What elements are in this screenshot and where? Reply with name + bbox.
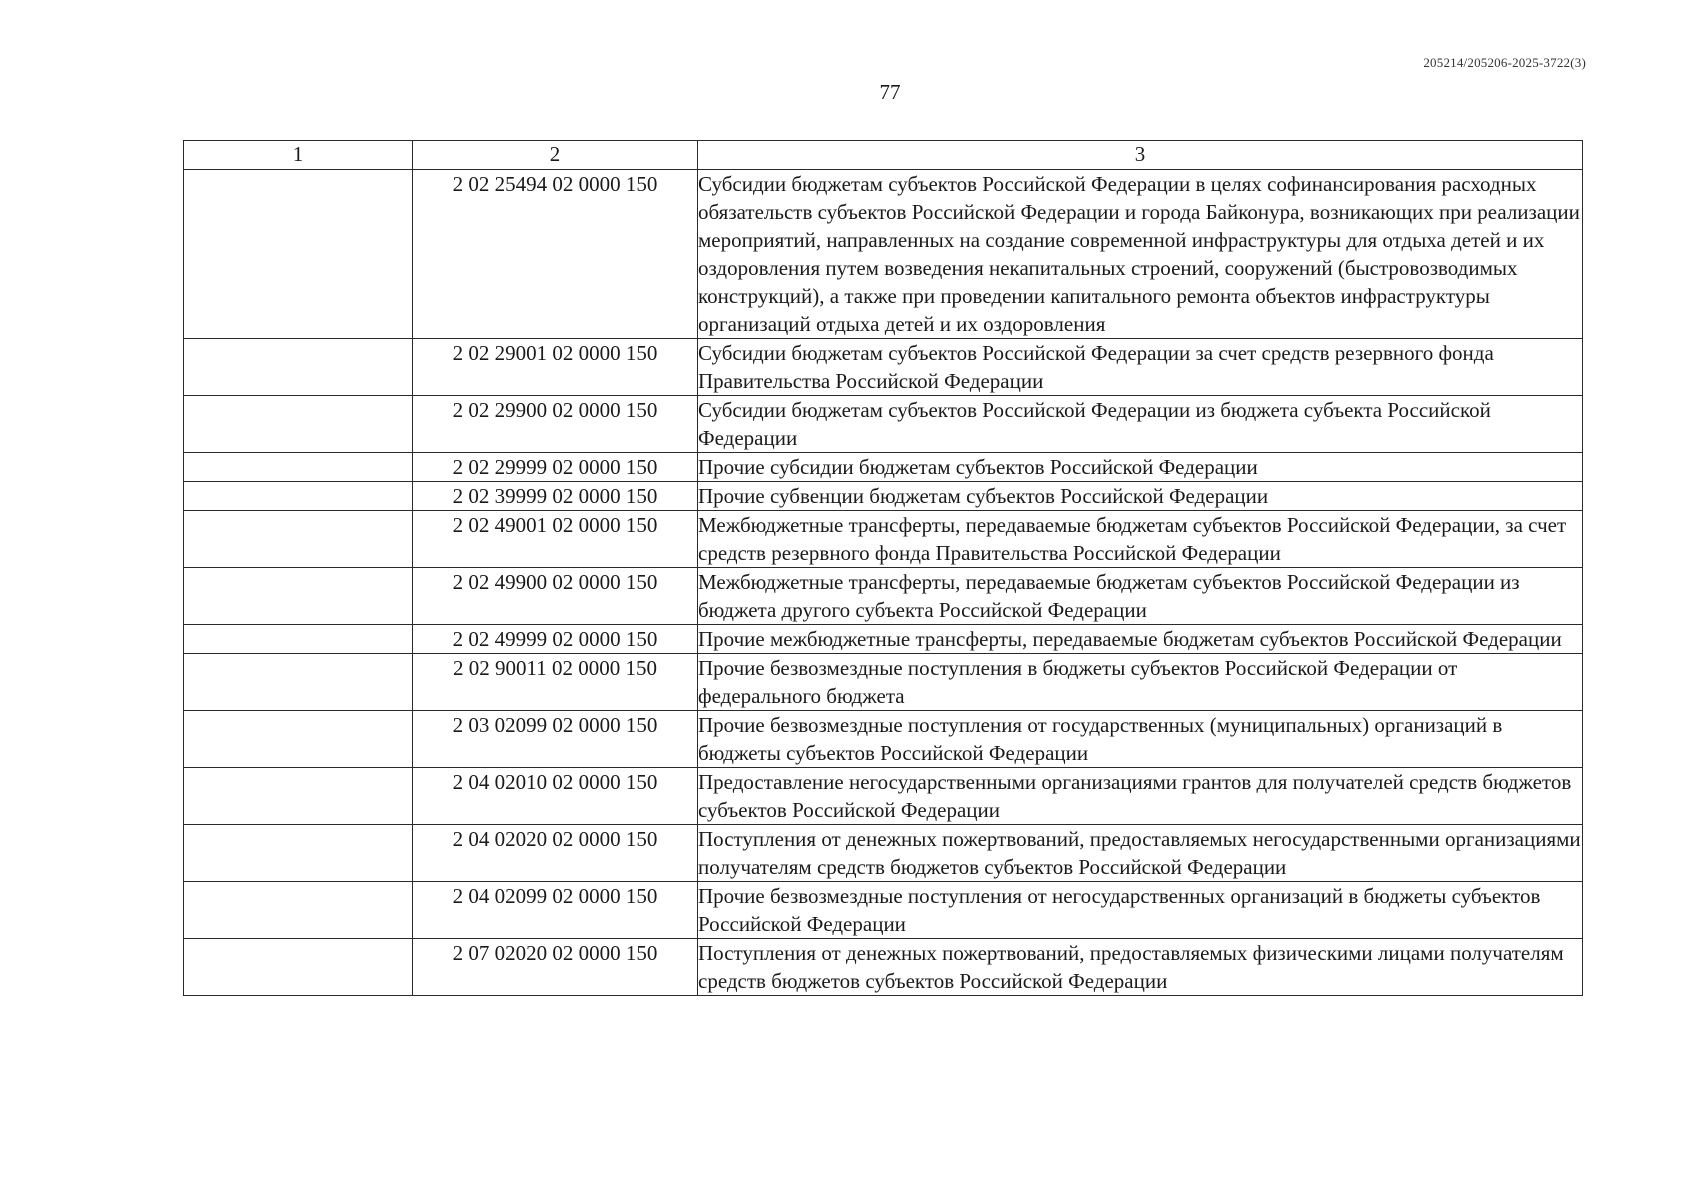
budget-code-cell: 2 04 02010 02 0000 150 — [413, 768, 698, 825]
budget-code-cell: 2 02 29900 02 0000 150 — [413, 396, 698, 453]
budget-code-cell: 2 02 90011 02 0000 150 — [413, 654, 698, 711]
budget-codes-table — [183, 140, 1583, 996]
table-row — [184, 396, 1583, 453]
column-header-1: 1 — [184, 141, 413, 170]
budget-code-cell: 2 02 29999 02 0000 150 — [413, 453, 698, 482]
budget-code-cell: 2 02 49999 02 0000 150 — [413, 625, 698, 654]
table-row — [184, 170, 1583, 339]
table-row — [184, 453, 1583, 482]
document-id: 205214/205206-2025-3722(3) — [1423, 55, 1586, 70]
row-column-1-cell — [184, 170, 413, 339]
row-column-1-cell — [184, 825, 413, 882]
table-row — [184, 825, 1583, 882]
budget-code-cell: 2 02 29001 02 0000 150 — [413, 339, 698, 396]
income-description-cell: Субсидии бюджетам субъектов Российской Федерации в целях софинансирования расходных обязательств субъектов Российской Федерации и города Байконура, возникающих при реализации мероприятий, направленных на создание современной инфраструктуры для отдыха детей и их оздоровления путем возведения некапитальных строений, сооружений (быстровозводимых конструкций), а также при проведении капитального ремонта объектов инфраструктуры организаций отдыха детей и их оздоровления — [698, 170, 1583, 339]
row-column-1-cell — [184, 568, 413, 625]
income-description-cell: Прочие безвозмездные поступления от государственных (муниципальных) организаций в бюджеты субъектов Российской Федерации — [698, 711, 1583, 768]
income-description-cell: Предоставление негосударственными организациями грантов для получателей средств бюджетов субъектов Российской Федерации — [698, 768, 1583, 825]
budget-code-cell: 2 02 49001 02 0000 150 — [413, 511, 698, 568]
income-description-cell: Прочие субсидии бюджетам субъектов Российской Федерации — [698, 453, 1583, 482]
table-row — [184, 882, 1583, 939]
table-row — [184, 568, 1583, 625]
column-header-3: 3 — [698, 141, 1583, 170]
table-row — [184, 511, 1583, 568]
page-number: 77 — [879, 80, 901, 104]
income-description-cell: Субсидии бюджетам субъектов Российской Федерации за счет средств резервного фонда Правительства Российской Федерации — [698, 339, 1583, 396]
income-description-cell: Поступления от денежных пожертвований, предоставляемых физическими лицами получателям средств бюджетов субъектов Российской Федерации — [698, 939, 1583, 996]
row-column-1-cell — [184, 339, 413, 396]
table-header-row — [184, 141, 1583, 170]
income-description-cell: Прочие безвозмездные поступления в бюджеты субъектов Российской Федерации от федерального бюджета — [698, 654, 1583, 711]
budget-code-cell: 2 04 02099 02 0000 150 — [413, 882, 698, 939]
row-column-1-cell — [184, 511, 413, 568]
table-row — [184, 625, 1583, 654]
table-row — [184, 768, 1583, 825]
income-description-cell: Межбюджетные трансферты, передаваемые бюджетам субъектов Российской Федерации из бюджета другого субъекта Российской Федерации — [698, 568, 1583, 625]
budget-code-cell: 2 02 39999 02 0000 150 — [413, 482, 698, 511]
row-column-1-cell — [184, 625, 413, 654]
income-description-cell: Прочие субвенции бюджетам субъектов Российской Федерации — [698, 482, 1583, 511]
table-row — [184, 939, 1583, 996]
budget-code-cell: 2 07 02020 02 0000 150 — [413, 939, 698, 996]
budget-code-cell: 2 03 02099 02 0000 150 — [413, 711, 698, 768]
table-row — [184, 654, 1583, 711]
row-column-1-cell — [184, 396, 413, 453]
row-column-1-cell — [184, 711, 413, 768]
table-row — [184, 482, 1583, 511]
row-column-1-cell — [184, 654, 413, 711]
table-row — [184, 711, 1583, 768]
income-description-cell: Поступления от денежных пожертвований, предоставляемых негосударственными организациями получателям средств бюджетов субъектов Российской Федерации — [698, 825, 1583, 882]
budget-code-cell: 2 04 02020 02 0000 150 — [413, 825, 698, 882]
table-row — [184, 339, 1583, 396]
income-description-cell: Прочие безвозмездные поступления от негосударственных организаций в бюджеты субъектов Российской Федерации — [698, 882, 1583, 939]
income-description-cell: Прочие межбюджетные трансферты, передаваемые бюджетам субъектов Российской Федерации — [698, 625, 1583, 654]
row-column-1-cell — [184, 768, 413, 825]
budget-code-cell: 2 02 25494 02 0000 150 — [413, 170, 698, 339]
row-column-1-cell — [184, 453, 413, 482]
row-column-1-cell — [184, 482, 413, 511]
budget-code-cell: 2 02 49900 02 0000 150 — [413, 568, 698, 625]
income-description-cell: Межбюджетные трансферты, передаваемые бюджетам субъектов Российской Федерации, за счет средств резервного фонда Правительства Российской Федерации — [698, 511, 1583, 568]
column-header-2: 2 — [413, 141, 698, 170]
row-column-1-cell — [184, 939, 413, 996]
income-description-cell: Субсидии бюджетам субъектов Российской Федерации из бюджета субъекта Российской Федерации — [698, 396, 1583, 453]
row-column-1-cell — [184, 882, 413, 939]
